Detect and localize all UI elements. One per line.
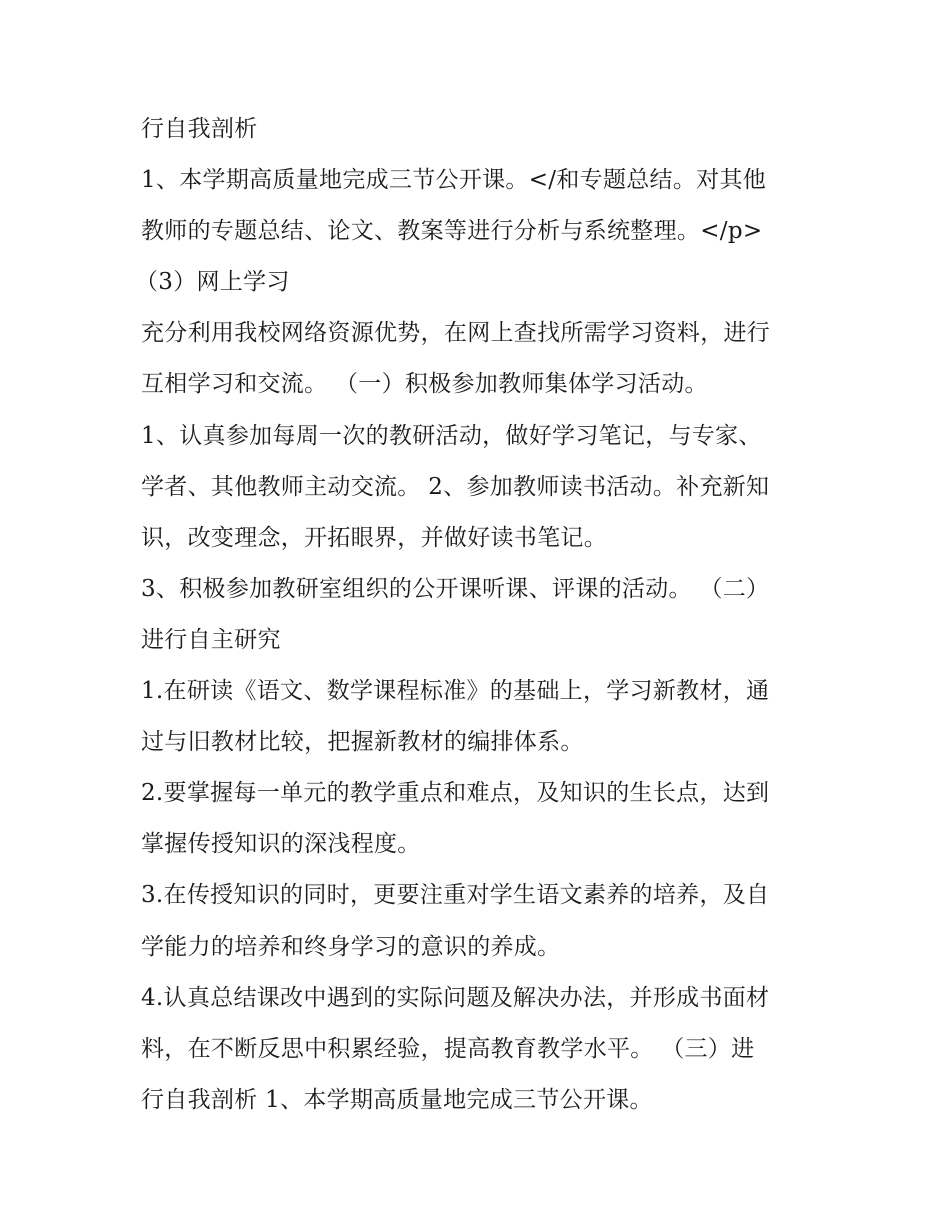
text-line-10: 3、积极参加教研室组织的公开课听课、评课的活动。 （二） [141, 575, 770, 602]
text-line-20: 行自我剖析 1、本学期高质量地完成三节公开课。 [141, 1086, 653, 1113]
text-line-13: 过与旧教材比较，把握新教材的编排体系。 [141, 729, 584, 756]
text-line-8: 学者、其他教师主动交流。 2、参加教师读书活动。补充新知 [141, 473, 770, 500]
text-line-2: 1、本学期高质量地完成三节公开课。</和专题总结。对其他 [141, 167, 767, 194]
text-line-9: 识，改变理念，开拓眼界，并做好读书笔记。 [141, 524, 607, 551]
document-body [135, 104, 816, 1126]
text-line-4: （3）网上学习 [135, 269, 290, 296]
text-line-7: 1、认真参加每周一次的教研活动，做好学习笔记，与专家、 [141, 422, 762, 449]
text-line-18: 4.认真总结课改中遇到的实际问题及解决办法，并形成书面材 [141, 984, 770, 1011]
text-line-19: 料，在不断反思中积累经验，提高教育教学水平。 （三）进 [141, 1035, 755, 1062]
text-line-5: 充分利用我校网络资源优势，在网上查找所需学习资料，进行 [141, 320, 771, 347]
text-line-3: 教师的专题总结、论文、教案等进行分析与系统整理。</p> [141, 218, 763, 245]
text-line-12: 1.在研读《语文、数学课程标准》的基础上，学习新教材，通 [141, 678, 770, 705]
text-line-1: 行自我剖析 [141, 116, 258, 142]
text-line-14: 2.要掌握每一单元的教学重点和难点，及知识的生长点，达到 [141, 780, 770, 807]
text-line-6: 互相学习和交流。 （一）积极参加教师集体学习活动。 [141, 371, 708, 398]
text-line-17: 学能力的培养和终身学习的意识的养成。 [141, 933, 561, 960]
text-line-16: 3.在传授知识的同时，更要注重对学生语文素养的培养，及自 [141, 882, 770, 909]
text-line-15: 掌握传授知识的深浅程度。 [141, 831, 421, 858]
text-line-11: 进行自主研究 [141, 626, 281, 653]
